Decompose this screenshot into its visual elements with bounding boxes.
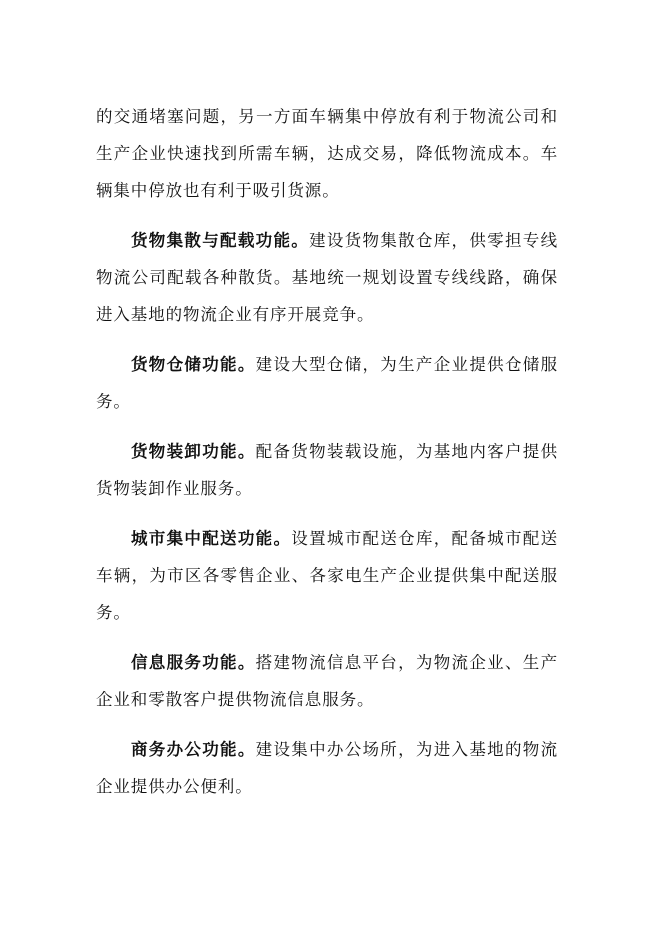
body-loading: 配备货物装载设施，为基地内客户提供货物装卸作业服务。 [96,442,558,498]
paragraph-information-service [96,644,558,718]
heading-loading: 货物装卸功能。 [131,442,256,461]
body-information-service: 搭建物流信息平台，为物流企业、生产企业和零散客户提供物流信息服务。 [96,653,558,709]
paragraph-loading [96,433,558,507]
paragraph-warehousing [96,346,558,420]
heading-business-office: 商务办公功能。 [131,740,256,759]
body-business-office: 建设集中办公场所，为进入基地的物流企业提供办公便利。 [96,740,558,796]
body-warehousing: 建设大型仓储，为生产企业提供仓储服务。 [96,355,558,411]
paragraph-business-office [96,731,558,805]
heading-city-distribution: 城市集中配送功能。 [131,529,292,548]
document-body [96,98,558,805]
paragraph-city-distribution [96,520,558,631]
paragraph-cargo-distribution [96,222,558,333]
intro-paragraph: 的交通堵塞问题，另一方面车辆集中停放有利于物流公司和生产企业快速找到所需车辆，达成交易，降低物流成本。车辆集中停放也有利于吸引货源。 [96,107,558,200]
heading-information-service: 信息服务功能。 [131,653,256,672]
heading-cargo-distribution: 货物集散与配载功能。 [131,231,310,250]
body-cargo-distribution: 建设货物集散仓库，供零担专线物流公司配载各种散货。基地统一规划设置专线线路，确保进入基地的物流企业有序开展竞争。 [96,231,559,324]
body-city-distribution: 设置城市配送仓库，配备城市配送车辆，为市区各零售企业、各家电生产企业提供集中配送服务。 [96,529,558,622]
heading-warehousing: 货物仓储功能。 [131,355,256,374]
